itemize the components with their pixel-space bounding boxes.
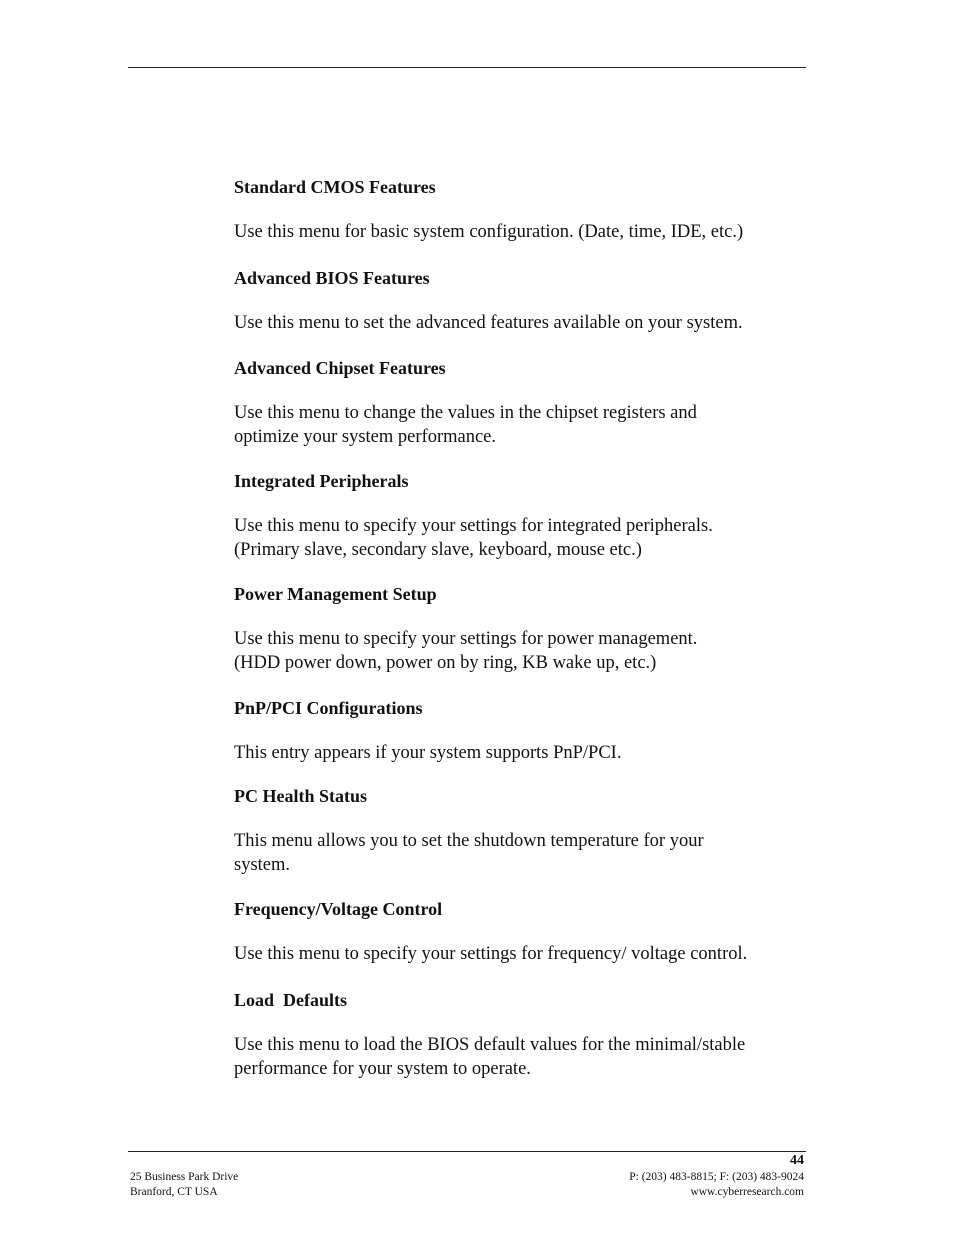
section-body bbox=[234, 401, 809, 449]
body-line: performance for your system to operate. bbox=[234, 1059, 531, 1079]
section-advanced-bios bbox=[234, 266, 809, 335]
footer-rule bbox=[128, 1151, 806, 1152]
header-rule bbox=[128, 67, 806, 68]
section-heading: Integrated Peripherals bbox=[234, 471, 409, 491]
body-line: This entry appears if your system supports PnP/PCI. bbox=[234, 743, 622, 763]
section-body bbox=[234, 829, 809, 877]
body-line: Use this menu to change the values in the chipset registers and bbox=[234, 403, 697, 423]
body-line: Use this menu to specify your settings for frequency/ voltage control. bbox=[234, 944, 748, 964]
section-heading: Advanced BIOS Features bbox=[234, 268, 430, 288]
body-line: optimize your system performance. bbox=[234, 427, 496, 447]
body-line: Use this menu to specify your settings for power management. bbox=[234, 629, 698, 649]
footer-address bbox=[130, 1170, 238, 1200]
section-heading: Load Defaults bbox=[234, 990, 348, 1010]
section-frequency-voltage bbox=[234, 897, 809, 966]
body-line: Use this menu to specify your settings for integrated peripherals. bbox=[234, 516, 713, 536]
section-standard-cmos bbox=[234, 175, 809, 244]
body-line: Use this menu to load the BIOS default values for the minimal/stable bbox=[234, 1035, 746, 1055]
body-line: (HDD power down, power on by ring, KB wake up, etc.) bbox=[234, 653, 657, 673]
body-line: Use this menu for basic system configuration. (Date, time, IDE, etc.) bbox=[234, 222, 744, 242]
body-line: (Primary slave, secondary slave, keyboard, mouse etc.) bbox=[234, 540, 642, 560]
section-body bbox=[234, 1033, 809, 1081]
section-body bbox=[234, 627, 809, 675]
section-body bbox=[234, 514, 809, 562]
section-body bbox=[234, 942, 809, 966]
phone-fax: P: (203) 483-8815; F: (203) 483-9024 bbox=[629, 1171, 804, 1183]
website: www.cyberresearch.com bbox=[690, 1186, 804, 1198]
section-pnp-pci bbox=[234, 696, 809, 765]
section-heading: Frequency/Voltage Control bbox=[234, 899, 443, 919]
body-line: system. bbox=[234, 855, 291, 875]
body-line: This menu allows you to set the shutdown temperature for your bbox=[234, 831, 704, 851]
section-heading: Standard CMOS Features bbox=[234, 177, 436, 197]
section-heading: Advanced Chipset Features bbox=[234, 358, 446, 378]
section-body bbox=[234, 741, 809, 765]
section-heading: Power Management Setup bbox=[234, 584, 437, 604]
page-number: 44 bbox=[790, 1153, 804, 1168]
section-pc-health bbox=[234, 784, 809, 877]
section-body bbox=[234, 311, 809, 335]
body-line: Use this menu to set the advanced features available on your system. bbox=[234, 313, 743, 333]
section-body bbox=[234, 220, 809, 244]
section-advanced-chipset bbox=[234, 356, 809, 449]
section-power-management bbox=[234, 582, 809, 675]
footer-contact bbox=[629, 1170, 804, 1200]
address-line: 25 Business Park Drive bbox=[130, 1171, 239, 1183]
section-integrated-peripherals bbox=[234, 469, 809, 562]
section-heading: PC Health Status bbox=[234, 786, 368, 806]
address-line: Branford, CT USA bbox=[130, 1186, 218, 1198]
section-load-defaults bbox=[234, 988, 809, 1081]
section-heading: PnP/PCI Configurations bbox=[234, 698, 423, 718]
